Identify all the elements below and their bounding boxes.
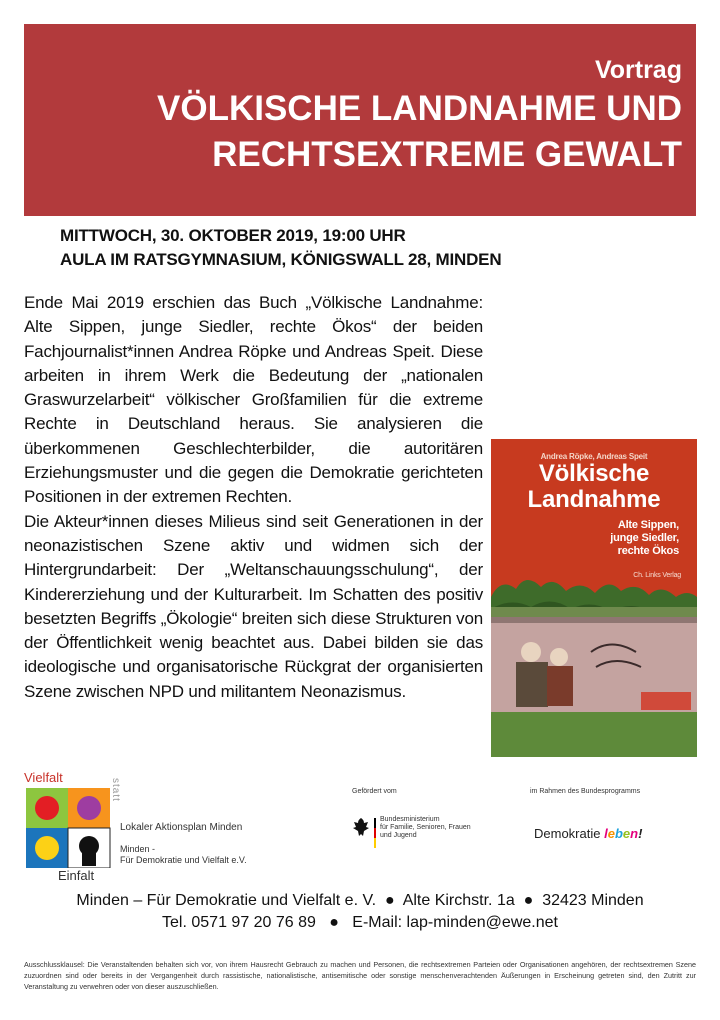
ministry-name [380,816,471,840]
lap-logo-line2 [120,844,247,866]
lap-logo-line1: Lokaler Aktionsplan Minden [120,822,243,833]
lap-logo-icon [26,788,120,868]
lap-logo-line2a: Minden - [120,844,156,854]
contact-address [24,890,696,912]
body-text [24,291,696,757]
event-info [60,224,700,272]
banner-kicker: Vortrag [594,56,682,84]
book-subtitle-line3: rechte Ökos [617,545,679,557]
program-label: im Rahmen des Bundesprogramms [530,788,641,795]
disclaimer: Ausschlussklausel: Die Veranstaltenden behalten sich vor, von ihrem Hausrecht Gebrauch zu machen und Personen, die rechtsextremen Parteien oder Organisationen angehören, der rechtsextremen Szene zuzuordnen sind oder bereits in der Vergangenheit durch rassistische, nationalistische, antisemitische oder sonstige menschenverachtenden Äußerungen in Erscheinung getreten sind, den Zutritt zur Veranstaltung zu verwehren oder von dieser auszuschließen. [24,960,696,991]
program-leben: leben! [604,826,643,841]
ministry-line2: für Familie, Senioren, Frauen [380,824,471,831]
book-publisher: Ch. Links Verlag [633,572,681,579]
lap-logo-statt: statt [110,778,121,802]
banner-title-line2: RECHTSEXTREME GEWALT [212,135,682,174]
event-date: MITTWOCH, 30. OKTOBER 2019, 19:00 UHR [60,226,406,245]
book-authors: Andrea Röpke, Andreas Speit [540,452,648,461]
eagle-icon [352,816,370,838]
ministry-line1: Bundesministerium [380,816,440,823]
program-logo [530,788,710,868]
book-title-line2: Landnahme [527,486,661,513]
bullet-separator: ● [385,892,395,909]
contact-phone: Tel. 0571 97 20 76 89 [162,914,316,931]
lap-logo-einfalt: Einfalt [58,868,95,883]
contact-org: Minden – Für Demokratie und Vielfalt e. V. [76,892,377,909]
paragraph-2: Die Akteur*innen dieses Milieus sind seit Generationen in der neonazistischen Szene aktiv und widmen sich der Hintergrundarbeit: Der „Weltanschauungsschulung“, der Kindererziehung und der Kulturarbeit. Im Schatten des positiv besetzten Begriffs „Ökologie“ breiten sich diese Strukturen von der Öffentlichkeit wenig beachtet aus. Dabei bilden sie das ideologische und organisatorische Rückgrat der organisierten Szene zwischen NPD und militantem Neonazismus. [24,511,483,701]
book-title [491,461,697,513]
contact-city: 32423 Minden [542,892,644,909]
ministry-logo [352,788,512,868]
lap-logo [24,770,324,885]
bullet-separator: ● [523,892,534,909]
lap-logo-vielfalt: Vielfalt [24,770,63,785]
program-word: Demokratie [534,826,601,841]
contact-email[interactable]: E-Mail: lap-minden@ewe.net [352,914,558,931]
contact-street: Alte Kirchstr. 1a [402,892,515,909]
sponsor-label: Gefördert vom [352,788,397,795]
book-cover-image [491,439,697,757]
demokratie-leben-logo [534,826,642,841]
book-subtitle [610,519,679,558]
paragraph-1: Ende Mai 2019 erschien das Buch „Völkische Landnahme: Alte Sippen, junge Siedler, rechte Ökos“ der beiden Fachjournalist*innen Andrea Röpke und Andreas Speit. Diese arbeiten in ihrem Werk die Bedeutung der „nationalen Graswurzelarbeit“ völkischer Großfamilien für die extreme Rechte in Deutschland heraus. Sie analysieren die überkommenen Geschlechterbilder, die autoritären Erziehungsmuster und die gegen die Demokratie gerichteten Positionen in der extremen Rechten. [24,293,483,507]
book-subtitle-line1: Alte Sippen, [617,519,679,531]
banner-title-line1: VÖLKISCHE LANDNAHME UND [157,89,682,128]
bullet-separator: ● [329,914,339,931]
event-venue: AULA IM RATSGYMNASIUM, KÖNIGSWALL 28, MINDEN [60,250,502,269]
contact-phone-email [24,912,696,934]
title-banner [24,24,696,216]
book-title-line1: Völkische [538,460,650,487]
ministry-line3: und Jugend [380,832,417,839]
german-flag-stripe [374,818,376,848]
lap-logo-line2b: Für Demokratie und Vielfalt e.V. [120,855,247,865]
mural-photo [491,607,697,757]
book-subtitle-line2: junge Siedler, [610,532,679,544]
